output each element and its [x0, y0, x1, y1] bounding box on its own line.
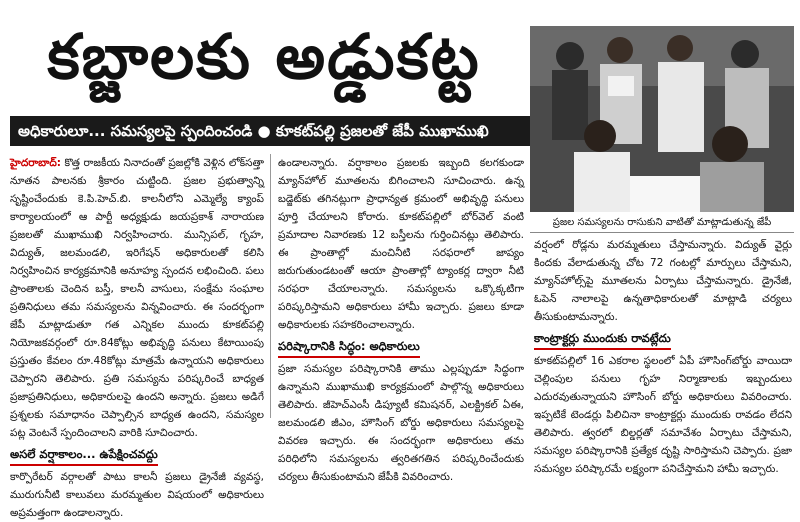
paragraph: కూకట్‌పల్లిలో 16 ఎకరాల స్థలంలో ఏపీ హౌసింగ్‌బోర్డు వాయిదా చెల్లింపుల పనులు గృహ నిర్మాణాలకు ఇబ్బందులు ఎదురవుతున్నాయని హౌసింగ్ బోర్డు అధికారులు వివరించారు. ఇప్పటికే టెండర్లు పిలిచినా కాంట్రాక్టర్లు ముందుకు రావడం లేదని తెలిపారు. త్వరలో బిల్డర్లతో సమావేశం ఏర్పాటు చేస్తామని, సమస్యల పరిష్కారానికి ప్రత్యేక దృష్టి సారిస్తామని చెప్పారు. ప్రజా సమస్యల పరిష్కారమే లక్ష్యంగా పనిచేస్తామని హామీ ఇచ్చారు. — [534, 355, 792, 475]
subheading: పరిష్కారానికి సిద్ధం: అధికారులు — [278, 336, 420, 358]
paragraph: ప్రజా సమస్యల పరిష్కారానికి తాము ఎల్లప్పుడూ సిద్ధంగా ఉన్నామని ముఖాముఖి కార్యక్రమంలో పాల్గొన్న అధికారులు తెలిపారు. జీహెచ్ఎంసీ డిప్యూటీ కమిషనర్, ఎలక్ట్రికల్ ఏఈ, జలమండలి జీఎం, హౌసింగ్ బోర్డు అధికారులు సమస్యలపై వివరణ ఇచ్చారు. ఈ సందర్భంగా అధికారులు తమ పరిధిలోని సమస్యలను త్వరితగతిన పరిష్కరించేందుకు చర్యలు తీసుకుంటామని జేపీకి వివరించారు. — [278, 363, 524, 483]
dateline: హైదరాబాద్: — [10, 157, 61, 169]
paragraph: ఉండాలన్నారు. వర్షాకాలం ప్రజలకు ఇబ్బంది కలగకుండా మ్యాన్‌హోల్ మూతలను బిగించాలని సూచించారు. ఉన్న బడ్జెట్‌కు తగినట్లుగా ప్రాధాన్యత క్రమంలో అభివృద్ధి పనులు పూర్తి చేయాలని కోరారు. కూకట్‌పల్లిలో బోర్‌వెల్ వంటి ప్రమాదాల నివారణకు 12 బస్తీలను గుర్తించినట్లు తెలిపారు. ఈ ప్రాంతాల్లో మంచినీటి సరఫరాలో జాప్యం జరుగుతుండటంతో ఆయా ప్రాంతాల్లో ట్యాంకర్ల ద్వారా నీటి సరఫరా చేయాలన్నారు. సమస్యలను ఒక్కొక్కటిగా పరిష్కరిస్తామని అధికారులు హామీ ఇచ్చారు. ప్రజలు కూడా అధికారులకు సహకరించాలన్నారు. — [278, 157, 524, 331]
photo-caption: ప్రజల సమస్యలను రాసుకుని వాటితో మాట్లాడుతున్న జేపీ — [530, 214, 794, 233]
subheading: అసలే వర్షాకాలం... ఉపేక్షించవద్దు — [10, 444, 158, 466]
paragraph: వర్షంలో రోడ్లను మరమ్మతులు చేస్తామన్నారు. విద్యుత్ వైర్లు కిందకు వేలాడుతున్న చోట 72 గంటల్లో మార్పులు చేస్తామని, మ్యాన్‌హోల్స్‌పై మూతలను ఏర్పాటు చేస్తామన్నారు. డ్రైనేజీ, ఓపెన్ నాలాలపై ఉన్నతాధికారులతో మాట్లాడి చర్యలు తీసుకుంటామన్నారు. — [534, 239, 792, 323]
paragraph: కార్పొరేటర్ వర్గాలతో పాటు కాలనీ ప్రజలు డ్రైనేజీ వ్యవస్థ, మురుగునీటి కాలువలు మరమ్మతుల విషయంలో అధికారులు అప్రమత్తంగా ఉండాలన్నారు. — [10, 471, 264, 519]
deck-banner: అధికారులూ... సమస్యలపై స్పందించండి ● కూకట్‌పల్లి ప్రజలతో జేపీ ముఖాముఖి — [10, 116, 530, 146]
subheading: కాంట్రాక్టర్లు ముందుకు రావట్లేదు — [534, 328, 671, 350]
news-photo — [530, 26, 794, 212]
column-divider — [270, 154, 271, 418]
headline: కబ్జాలకు అడ్డుకట్ట — [47, 20, 481, 93]
article-column-2 — [278, 154, 524, 483]
paragraph-text: కొత్త రాజకీయ నినాదంతో ప్రజల్లోకి వెళ్లిన లోక్‌సత్తా నూతన పాలనకు శ్రీకారం చుట్టింది. ప్రజల ప్రభుత్వాన్ని సృష్టించేందుకు కె.పి.హెచ్.బి. కాలనీలోని ఎమ్మెల్యే క్యాంప్ కార్యాలయంలో ఆ పార్టీ అధ్యక్షుడు జయప్రకాశ్ నారాయణ ప్రజలతో ముఖాముఖి నిర్వహించారు. మున్సిపల్, గృహ, విద్యుత్, జలమండలి, ఇరిగేషన్ అధికారులతో కలిసి నిర్వహించిన కార్యక్రమానికి అనూహ్య స్పందన లభించింది. పలు ప్రాంతాలకు చెందిన బస్తీ, కాలనీ వాసులు, సంక్షేమ సంఘాల ప్రతినిధులు తమ సమస్యలను విన్నవించారు. ఈ సందర్భంగా జేపీ మాట్లాడుతూ గత ఎన్నికల ముందు కూకట్‌పల్లి నియోజకవర్గంలో రూ.84కోట్లు అభివృద్ధి పనులు కేటాయింపు ప్రస్తుతం కేవలం రూ.48కోట్లు మాత్రమే ఉన్నాయని అధికారులు చెప్పారని తెలిపారు. ప్రతి సమస్యను పరిష్కరించే బాధ్యత ప్రజాప్రతినిధులు, అధికారులపై ఉందని అన్నారు. ప్రజలు అడిగే ప్రశ్నలకు సమాధానం చెప్పాల్సిన బాధ్యత ఉందని, సమస్యల పట్ల వెంటనే స్పందించాలని వారికి సూచించారు. — [10, 157, 264, 439]
article-column-1 — [10, 154, 264, 519]
article-column-3 — [534, 236, 792, 475]
paragraph — [10, 154, 264, 442]
